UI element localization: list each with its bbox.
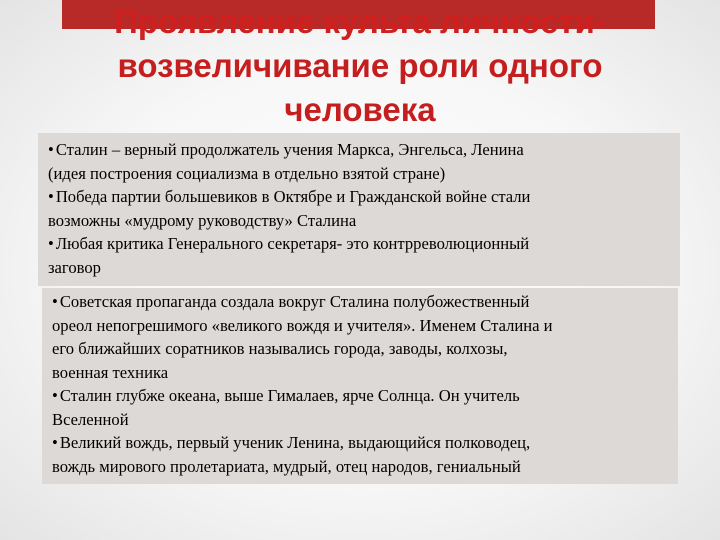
- bullet-mark: •: [48, 187, 54, 206]
- bullet-item: [52, 290, 678, 384]
- title-line-1: Проявление культа личности-: [114, 3, 606, 40]
- bullet-mark: •: [48, 234, 54, 253]
- bullet-item: [52, 431, 678, 478]
- bullet-item: [48, 232, 680, 279]
- bullet-text-line: Великий вождь, первый ученик Ленина, выдающийся полководец,: [59, 433, 531, 452]
- bullet-item: [48, 185, 680, 232]
- bullet-text-line: вождь мирового пролетариата, мудрый, отец народов, гениальный: [52, 456, 521, 476]
- bullet-text-line: заговор: [48, 257, 101, 277]
- bullet-mark: •: [48, 140, 54, 159]
- bullet-mark: •: [52, 292, 58, 311]
- slide-title: [0, 0, 720, 132]
- bullet-text-line: Любая критика Генерального секретаря- это контрреволюционный: [55, 234, 530, 253]
- bullet-text-line: (идея построения социализма в отдельно взятой стране): [48, 163, 446, 183]
- title-line-2: возвеличивание роли одного: [117, 47, 603, 84]
- content-block-1: [38, 133, 680, 286]
- bullet-text-line: Победа партии большевиков в Октябре и Гражданской войне стали: [55, 187, 531, 206]
- bullet-text-line: возможны «мудрому руководству» Сталина: [48, 210, 357, 230]
- bullet-text-line: Сталин глубже океана, выше Гималаев, ярче Солнца. Он учитель: [59, 386, 520, 405]
- bullet-text-line: Сталин – верный продолжатель учения Маркса, Энгельса, Ленина: [55, 140, 524, 159]
- bullet-text-line: Вселенной: [52, 409, 129, 429]
- bullet-text-line: военная техника: [52, 362, 169, 382]
- bullet-text-line: Советская пропаганда создала вокруг Сталина полубожественный: [59, 292, 530, 311]
- bullet-item: [48, 138, 680, 185]
- bullet-mark: •: [52, 386, 58, 405]
- title-line-3: человека: [284, 91, 436, 128]
- content-block-2: [42, 288, 678, 484]
- bullet-text-line: его ближайших соратников назывались города, заводы, колхозы,: [52, 339, 508, 358]
- bullet-mark: •: [52, 433, 58, 452]
- bullet-item: [52, 384, 678, 431]
- bullet-text-line: ореол непогрешимого «великого вождя и учителя». Именем Сталина и: [52, 315, 553, 335]
